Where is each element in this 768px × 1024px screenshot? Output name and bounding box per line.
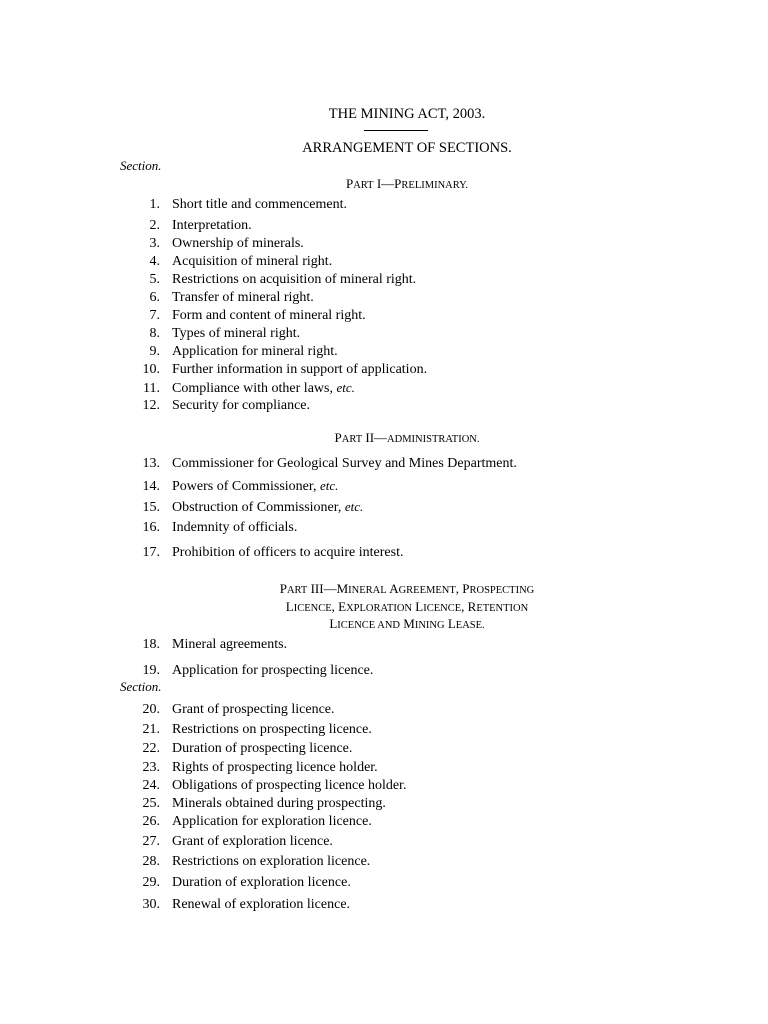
section-entry [120, 813, 372, 831]
part-heading-text: INING [414, 620, 445, 631]
section-entry [120, 519, 297, 537]
section-entry [120, 253, 332, 271]
section-number: 10. [142, 362, 160, 377]
part-heading-text: A [386, 581, 399, 596]
part-heading-text: ICENCE [423, 602, 462, 614]
section-entry [120, 379, 355, 397]
section-number: 25. [142, 796, 160, 811]
part-heading-text: , E [331, 598, 347, 614]
part-heading-text: P [345, 176, 354, 191]
section-number: 30. [142, 897, 160, 912]
section-number: 28. [142, 854, 160, 869]
section-entry [120, 455, 517, 473]
part-heading-text: P [334, 430, 342, 445]
part-heading-2 [23, 430, 768, 448]
section-number: 3. [149, 236, 160, 251]
section-entry [120, 795, 386, 813]
section-entry [120, 196, 347, 214]
section-number: 23. [142, 760, 160, 775]
section-number: 5. [149, 272, 160, 287]
section-title: Application for mineral right. [172, 344, 338, 359]
section-entry [120, 397, 310, 415]
section-entry [120, 662, 373, 680]
section-title: Application for prospecting licence. [172, 663, 374, 678]
section-number: 27. [142, 834, 160, 849]
section-title-etc: etc. [320, 478, 339, 493]
section-number: 14. [142, 479, 160, 494]
part-heading-text: ICENCE AND [337, 620, 401, 631]
section-number: 18. [142, 637, 160, 652]
section-number: 26. [142, 814, 160, 829]
section-number: 16. [142, 520, 160, 535]
section-title: Short title and commencement. [172, 197, 347, 212]
section-title: Types of mineral right. [172, 326, 301, 341]
section-entry [120, 759, 378, 777]
part-heading-text: L [285, 598, 294, 614]
section-entry [120, 777, 406, 795]
document-subtitle: ARRANGEMENT OF SECTIONS. [302, 140, 512, 156]
section-entry [120, 325, 300, 343]
section-title: Renewal of exploration licence. [172, 897, 351, 912]
section-title: Interpretation. [172, 218, 252, 233]
part-heading-text: ART [341, 434, 363, 445]
section-number: 15. [142, 500, 160, 515]
section-title: Minerals obtained during prospecting. [172, 796, 386, 811]
part-heading-text: GREEMENT [398, 585, 456, 596]
section-title: Obligations of prospecting licence holder. [172, 778, 407, 793]
section-column-label: Section. [120, 158, 162, 173]
section-number: 29. [142, 875, 160, 890]
part-heading-text: M [336, 581, 349, 596]
part-heading-text: L [412, 598, 424, 614]
section-title: Grant of prospecting licence. [172, 702, 335, 717]
section-number: 24. [142, 778, 160, 793]
part-heading-text: ROSPECTING [469, 585, 535, 596]
part-heading-text: II— [362, 430, 388, 445]
section-title [172, 477, 338, 496]
section-title: Duration of prospecting licence. [172, 741, 353, 756]
section-number: 21. [142, 722, 160, 737]
section-entry [120, 307, 366, 325]
section-title: Duration of exploration licence. [172, 875, 351, 890]
part-heading-text: INERAL [348, 585, 387, 596]
section-entry [120, 853, 370, 871]
part-heading-3 [23, 581, 768, 634]
section-number: 11. [143, 381, 160, 396]
section-title: Acquisition of mineral right. [172, 254, 333, 269]
part-heading-text: L [444, 616, 456, 631]
section-number: 8. [149, 326, 160, 341]
part-heading-line [23, 599, 768, 617]
part-heading-text: M [400, 616, 415, 631]
section-number: 20. [142, 702, 160, 717]
section-entry [120, 721, 372, 739]
part-heading-text: ART [353, 180, 374, 191]
part-heading-text: EASE. [455, 620, 485, 631]
section-column-label-repeat: Section. [120, 679, 162, 694]
section-title: Mineral agreements. [172, 637, 288, 652]
part-heading-text: L [329, 616, 338, 631]
part-heading-line [23, 581, 768, 599]
title-divider [364, 130, 428, 131]
section-title-text: Obstruction of Commissioner, [172, 500, 345, 515]
section-entry [120, 498, 363, 516]
section-title: Indemnity of officials. [172, 520, 298, 535]
section-title: Restrictions on exploration licence. [172, 854, 371, 869]
document-title: THE MINING ACT, 2003. [328, 106, 486, 122]
section-title [172, 379, 355, 398]
section-title: Restrictions on acquisition of mineral right. [172, 272, 417, 287]
section-number: 19. [142, 663, 160, 678]
section-number: 7. [149, 308, 160, 323]
section-title: Prohibition of officers to acquire interest. [172, 545, 404, 560]
section-entry [120, 701, 335, 719]
part-heading-text: ADMINISTRATION. [387, 434, 480, 445]
section-title: Restrictions on prospecting licence. [172, 722, 372, 737]
section-number: 17. [142, 545, 160, 560]
section-number: 12. [142, 398, 160, 413]
section-title: Rights of prospecting licence holder. [172, 760, 378, 775]
section-title: Further information in support of application. [172, 362, 428, 377]
section-entry [120, 544, 403, 562]
section-title-text: Powers of Commissioner, [172, 479, 320, 494]
section-entry [120, 833, 333, 851]
section-title [172, 498, 363, 517]
section-number: 13. [142, 456, 160, 471]
part-heading-text: XPLORATION [346, 602, 413, 614]
section-entry [120, 636, 287, 654]
part-heading-text: ETENTION [476, 602, 529, 614]
section-title-etc: etc. [344, 499, 364, 514]
section-entry [120, 740, 352, 758]
section-title-text: Compliance with other laws, [172, 381, 337, 396]
section-title: Grant of exploration licence. [172, 834, 333, 849]
part-heading-text: ART [286, 585, 308, 596]
section-entry [120, 477, 338, 495]
section-entry [120, 289, 314, 307]
part-heading-text: RELIMINARY. [401, 180, 469, 191]
part-heading-text: , P [455, 581, 470, 596]
part-heading-text: ICENCE [293, 602, 332, 614]
section-number: 4. [149, 254, 160, 269]
section-title-etc: etc. [336, 380, 355, 395]
section-number: 2. [149, 218, 160, 233]
section-entry [120, 343, 338, 361]
part-heading-text: I— [373, 176, 395, 191]
section-entry [120, 271, 416, 289]
section-title: Ownership of minerals. [172, 236, 304, 251]
section-title: Application for exploration licence. [172, 814, 372, 829]
section-entry [120, 896, 350, 914]
section-entry [120, 361, 427, 379]
part-heading-text: P [279, 581, 287, 596]
section-title: Commissioner for Geological Survey and Mines Department. [172, 456, 517, 471]
section-number: 1. [149, 197, 160, 212]
section-entry [120, 217, 252, 235]
section-title: Security for compliance. [172, 398, 311, 413]
part-heading-1 [23, 176, 768, 194]
section-number: 9. [149, 344, 160, 359]
part-heading-line [23, 616, 768, 634]
section-entry [120, 235, 304, 253]
part-heading-text: III— [307, 581, 337, 596]
part-heading-text: , R [461, 598, 477, 614]
section-title: Transfer of mineral right. [172, 290, 314, 305]
section-number: 22. [142, 741, 160, 756]
section-title: Form and content of mineral right. [172, 308, 366, 323]
section-number: 6. [149, 290, 160, 305]
part-heading-text: P [394, 176, 402, 191]
section-entry [120, 874, 351, 892]
